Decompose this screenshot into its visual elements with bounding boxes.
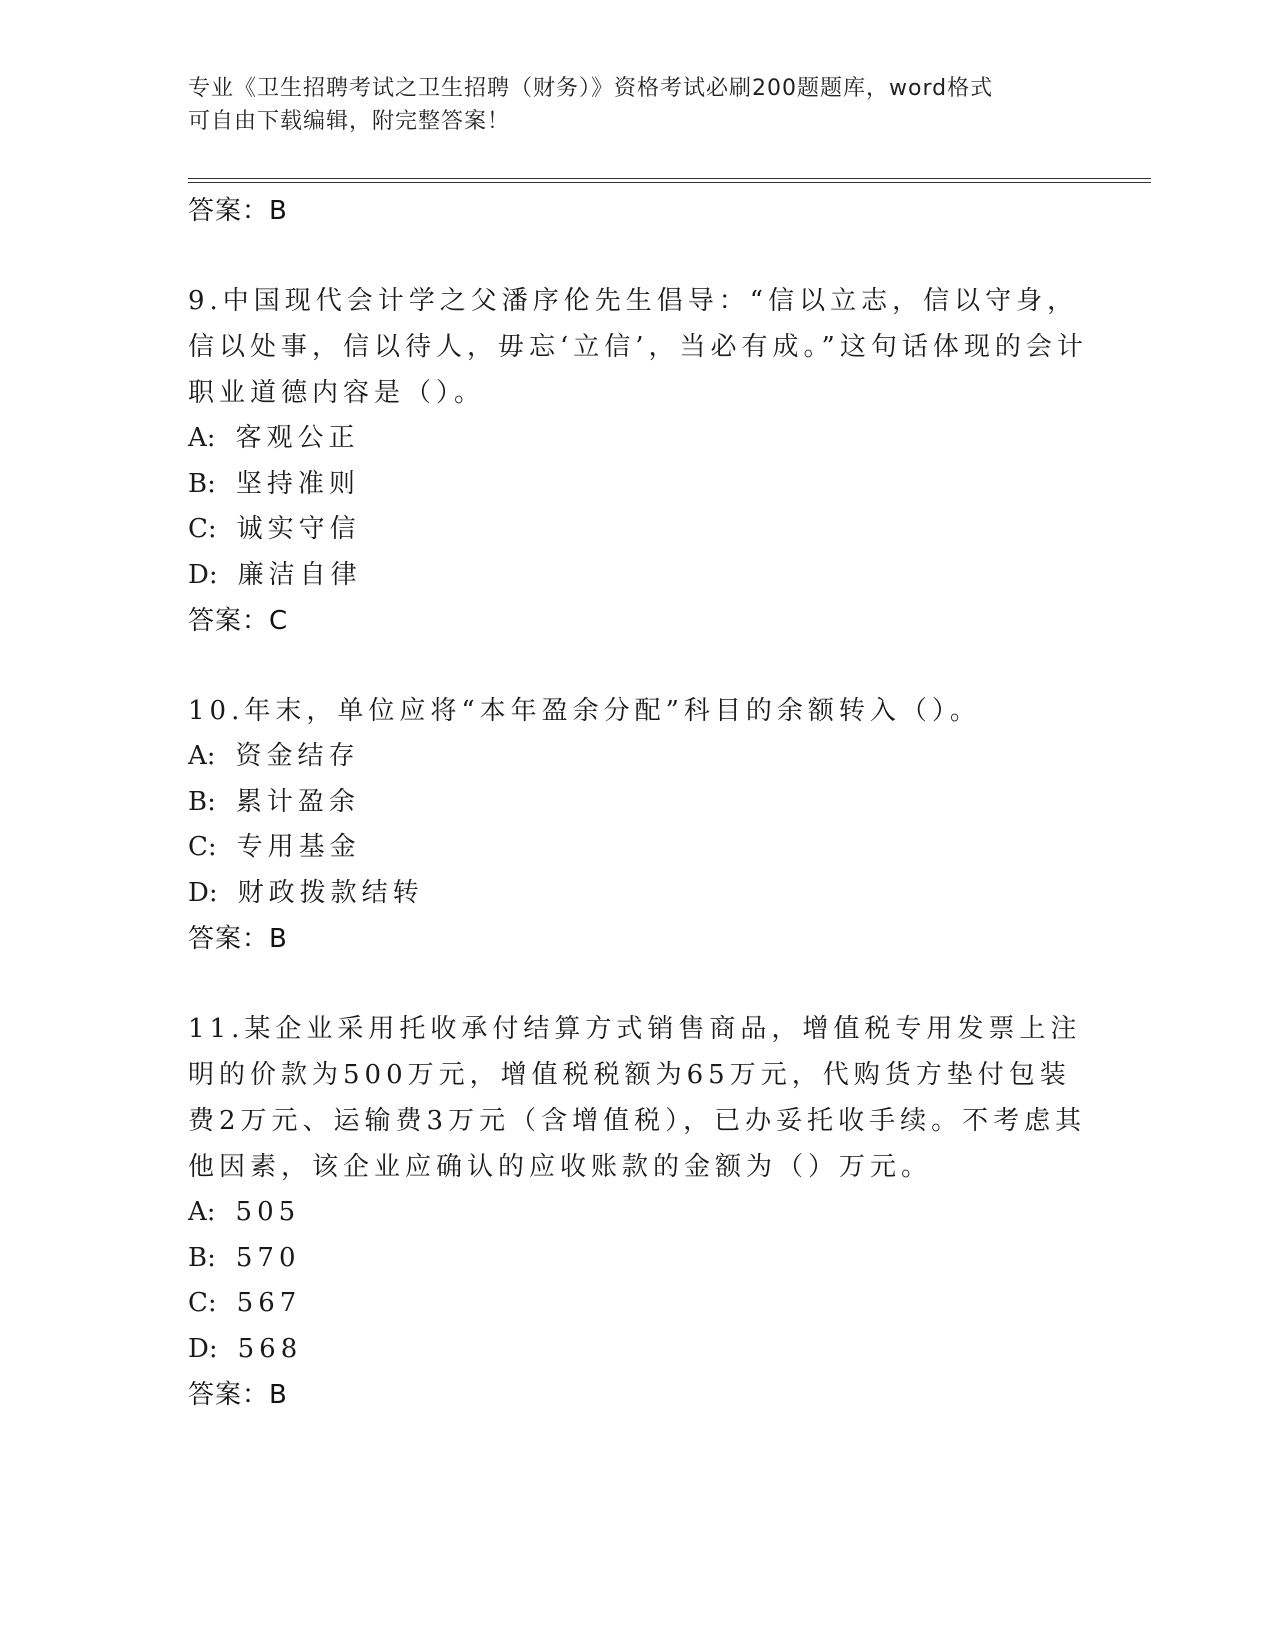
option-d[interactable]: D: 廉洁自律 <box>188 559 362 590</box>
header-line-1: 专业《卫生招聘考试之卫生招聘（财务）》资格考试必刷200题题库，word格式 <box>188 76 994 101</box>
header-divider-bottom <box>188 182 1151 183</box>
question-block-9 <box>188 278 1088 644</box>
option-d[interactable]: D: 568 <box>188 1333 303 1364</box>
question-text: 11.某企业采用托收承付结算方式销售商品，增值税专用发票上注明的价款为500万元，增值税税额为65万元，代购货方垫付包装费2万元、运输费3万元（含增值税），已办妥托收手续。不考虑其他因素，该企业应确认的应收账款的金额为（）万元。 <box>188 1014 1087 1182</box>
header-divider-top <box>188 178 1151 179</box>
answer-line: 答案：B <box>188 924 288 954</box>
option-a[interactable]: A: 资金结存 <box>188 741 360 771</box>
header-line-2: 可自由下载编辑，附完整答案！ <box>188 109 511 134</box>
option-a[interactable]: A: 505 <box>188 1197 301 1227</box>
question-text: 10.年末，单位应将“本年盈余分配”科目的余额转入（）。 <box>188 696 981 726</box>
option-b[interactable]: B: 570 <box>188 1242 301 1273</box>
answer-line: 答案：B <box>188 1380 288 1410</box>
option-b[interactable]: B: 累计盈余 <box>188 786 360 817</box>
option-c[interactable]: C: 专用基金 <box>188 832 361 862</box>
document-header <box>188 72 1088 138</box>
question-block-10 <box>188 688 1088 962</box>
option-d[interactable]: D: 财政拨款结转 <box>188 877 424 908</box>
option-c[interactable]: C: 567 <box>188 1288 302 1318</box>
question-list <box>188 188 1088 1418</box>
question-text: 9.中国现代会计学之父潘序伦先生倡导：“信以立志，信以守身，信以处事，信以待人，毋忘‘立信’，当必有成。”这句话体现的会计职业道德内容是（）。 <box>188 286 1088 408</box>
answer-line: 答案：C <box>188 606 289 636</box>
option-c[interactable]: C: 诚实守信 <box>188 514 361 544</box>
answer-line: 答案：B <box>188 196 288 226</box>
option-b[interactable]: B: 坚持准则 <box>188 468 360 499</box>
question-block-11 <box>188 1006 1088 1418</box>
option-a[interactable]: A: 客观公正 <box>188 423 360 453</box>
